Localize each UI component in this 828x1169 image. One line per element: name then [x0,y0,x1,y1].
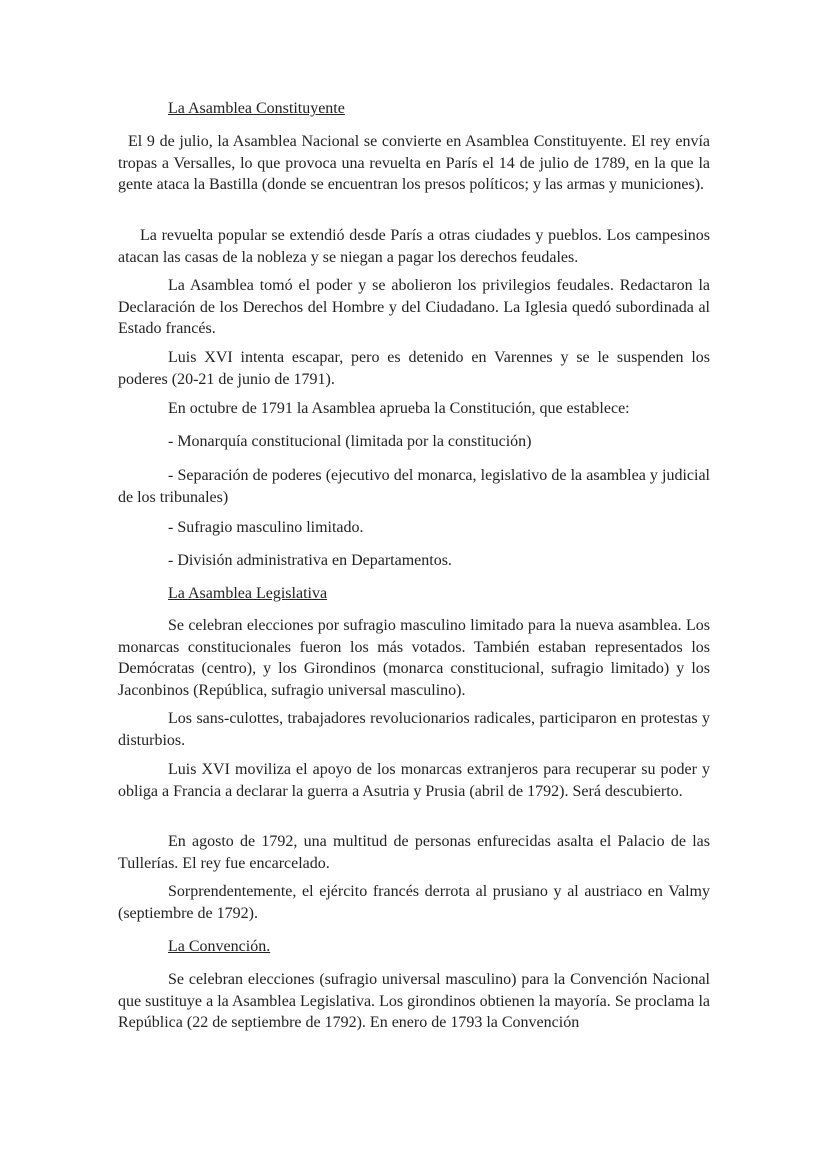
paragraph: Se celebran elecciones (sufragio universal masculino) para la Convención Nacional que sustituye a la Asamblea Legislativa. Los girondinos obtienen la mayoría. Se proclama la República (22 de septiembre de 1792). En enero de 1793 la Convención [118,971,710,1031]
section-heading: La Asamblea Legislativa [168,585,328,602]
paragraph: El 9 de julio, la Asamblea Nacional se convierte en Asamblea Constituyente. El rey envía tropas a Versalles, lo que provoca una revuelta en París el 14 de julio de 1789, en la que la gente ataca la Bastilla (donde se encuentran los presos políticos; y las armas y municiones). [118,133,710,193]
paragraph: La Asamblea tomó el poder y se abolieron los privilegios feudales. Redactaron la Declaración de los Derechos del Hombre y del Ciudadano. La Iglesia quedó subordinada al Estado francés. [118,277,710,337]
paragraph: Los sans-culottes, trabajadores revolucionarios radicales, participaron en protestas y disturbios. [118,710,710,749]
list-item: - Monarquía constitucional (limitada por la constitución) [168,433,532,450]
section-heading: La Convención. [168,938,271,955]
paragraph: Se celebran elecciones por sufragio masculino limitado para la nueva asamblea. Los monarcas constitucionales fueron los más votados. También estaban representados los Demócratas (centro), y los Girondinos (monarca constitucional, sufragio limitado) y los Jaconbinos (República, sufragio universal masculino). [118,617,710,699]
paragraph: Sorprendentemente, el ejército francés derrota al prusiano y al austriaco en Valmy (septiembre de 1792). [118,883,710,922]
list-item: - División administrativa en Departamentos. [168,552,452,569]
list-item: - Separación de poderes (ejecutivo del monarca, legislativo de la asamblea y judicial de los tribunales) [118,467,710,506]
paragraph: En agosto de 1792, una multitud de personas enfurecidas asalta el Palacio de las Tullerías. El rey fue encarcelado. [118,833,710,872]
paragraph: En octubre de 1791 la Asamblea aprueba la Constitución, que establece: [168,400,630,417]
paragraph: Luis XVI moviliza el apoyo de los monarcas extranjeros para recuperar su poder y obliga a Francia a declarar la guerra a Asutria y Prusia (abril de 1792). Será descubierto. [118,761,710,800]
paragraph: La revuelta popular se extendió desde París a otras ciudades y pueblos. Los campesinos atacan las casas de la nobleza y se niegan a pagar los derechos feudales. [118,227,710,266]
section-heading: La Asamblea Constituyente [168,100,345,117]
paragraph: Luis XVI intenta escapar, pero es detenido en Varennes y se le suspenden los poderes (20-21 de junio de 1791). [118,349,710,388]
list-item: - Sufragio masculino limitado. [168,519,364,536]
